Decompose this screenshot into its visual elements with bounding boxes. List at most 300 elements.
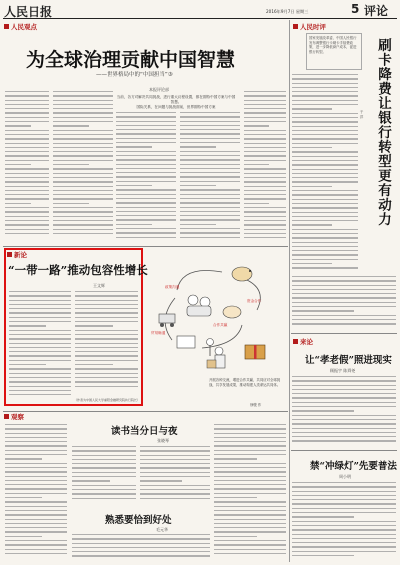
- text-line: [5, 134, 49, 135]
- text-line: [72, 472, 136, 473]
- text-line: [75, 291, 138, 292]
- text-line: [292, 385, 396, 386]
- text-line: [292, 186, 332, 187]
- text-line: [214, 476, 286, 477]
- main-headline: 为全球治理贡献中国智慧: [26, 49, 236, 71]
- text-line: [75, 338, 138, 339]
- text-line: [5, 194, 49, 195]
- text-line: [244, 104, 286, 105]
- text-line: [5, 104, 49, 105]
- text-line: [180, 138, 240, 139]
- text-line: [140, 493, 210, 494]
- text-line: [244, 108, 286, 109]
- text-line: [5, 519, 67, 520]
- text-line: [116, 133, 176, 134]
- text-line: [75, 304, 138, 305]
- text-line: [292, 495, 396, 496]
- text-line: [75, 360, 138, 361]
- text-line: [5, 117, 49, 118]
- text-line: [75, 308, 138, 309]
- text-line: [214, 433, 286, 434]
- text-line: [180, 121, 240, 122]
- text-line: [5, 138, 49, 139]
- text-line: [244, 117, 286, 118]
- bottom-body-col3: [140, 446, 210, 506]
- text-line: [292, 216, 358, 217]
- main-body-col3: [116, 112, 176, 244]
- text-line: [5, 523, 67, 524]
- text-line: [5, 181, 49, 182]
- text-line: [116, 164, 176, 165]
- text-line: [180, 125, 240, 126]
- text-line: [180, 181, 240, 182]
- text-line: [9, 368, 71, 369]
- text-line: [53, 224, 113, 225]
- text-line: [292, 95, 358, 96]
- text-line: [214, 424, 286, 425]
- text-line: [244, 121, 286, 122]
- text-line: [214, 549, 286, 550]
- text-line: [244, 130, 286, 131]
- text-line: [5, 155, 49, 156]
- text-line: [9, 373, 71, 374]
- text-line: [180, 151, 240, 152]
- text-line: [5, 190, 49, 191]
- text-line: [292, 525, 396, 526]
- text-line: [5, 143, 49, 144]
- text-line: [116, 159, 176, 160]
- text-line: [244, 138, 286, 139]
- text-line: [9, 364, 46, 365]
- text-line: [292, 376, 396, 377]
- text-line: [292, 246, 358, 247]
- text-line: [214, 480, 286, 481]
- text-line: [53, 229, 113, 230]
- text-line: [292, 315, 396, 316]
- right-intro-box: 国家发展改革委、中国人民银行发布调整银行卡刷卡手续费政策，进一步降低商户成本，促进银行转型。: [306, 33, 362, 70]
- text-line: [292, 181, 358, 182]
- text-line: [214, 463, 286, 464]
- main-body-col1: [5, 91, 49, 241]
- text-line: [5, 549, 67, 550]
- text-line: [9, 390, 71, 391]
- text-line: [53, 100, 113, 101]
- text-line: [244, 211, 286, 212]
- bottom-headline-1: 读书当分日与夜: [111, 426, 178, 437]
- text-line: [5, 160, 49, 161]
- text-line: [292, 143, 358, 144]
- text-line: [292, 263, 332, 264]
- text-line: [292, 432, 396, 433]
- text-line: [214, 523, 286, 524]
- text-line: [292, 529, 396, 530]
- text-line: [244, 112, 286, 113]
- section-label-right-2: 来论: [293, 337, 313, 346]
- text-line: [292, 173, 358, 174]
- text-line: [292, 254, 358, 255]
- text-line: [292, 402, 396, 403]
- text-line: [75, 347, 138, 348]
- bottom-body-col1: [5, 424, 67, 560]
- text-line: [180, 133, 240, 134]
- text-line: [5, 450, 67, 451]
- text-line: [292, 117, 358, 118]
- page-name: 评论: [364, 4, 389, 18]
- text-line: [116, 176, 176, 177]
- text-line: [116, 219, 176, 220]
- text-line: [5, 480, 67, 481]
- text-line: [292, 108, 332, 109]
- text-line: [214, 514, 286, 515]
- text-line: [244, 91, 286, 92]
- main-body-col2: [53, 91, 113, 241]
- text-line: [53, 164, 89, 165]
- right-byline-3: 周小明: [339, 474, 351, 479]
- text-line: [292, 551, 396, 552]
- text-line: [75, 312, 138, 313]
- text-line: [214, 437, 286, 438]
- text-line: [116, 194, 176, 195]
- text-line: [244, 155, 286, 156]
- text-line: [244, 229, 286, 230]
- text-line: [140, 463, 210, 464]
- text-line: [292, 380, 396, 381]
- text-line: [53, 190, 113, 191]
- text-line: [53, 134, 113, 135]
- text-line: [5, 527, 67, 528]
- text-line: [244, 147, 286, 148]
- text-line: [292, 521, 396, 522]
- masthead-logo: 人民日报: [4, 5, 53, 19]
- text-line: [53, 121, 113, 122]
- text-line: [72, 480, 110, 481]
- text-line: [180, 211, 240, 212]
- text-line: [53, 125, 89, 126]
- text-line: [244, 143, 286, 144]
- text-line: [214, 454, 286, 455]
- text-line: [180, 189, 240, 190]
- text-line: [116, 155, 176, 156]
- cartoon-label-3: 合作共赢: [213, 323, 228, 327]
- text-line: [292, 156, 358, 157]
- text-line: [53, 151, 113, 152]
- text-line: [292, 91, 358, 92]
- text-line: [116, 237, 176, 238]
- text-line: [292, 482, 396, 483]
- text-line: [72, 450, 136, 451]
- text-line: [5, 445, 67, 446]
- text-line: [292, 508, 396, 509]
- text-line: [244, 134, 286, 135]
- text-line: [53, 155, 113, 156]
- text-line: [5, 463, 67, 464]
- text-line: [292, 190, 358, 191]
- text-line: [75, 334, 138, 335]
- boxed-byline: 王文辉: [93, 283, 105, 288]
- text-line: [75, 373, 138, 374]
- section-label-main: 人民观点: [4, 22, 37, 31]
- text-line: [292, 87, 358, 88]
- right-headline: 刷卡降费让银行转型更有动力: [375, 38, 391, 227]
- main-subtitle: ——世界格局中的“中国担当”③: [96, 72, 173, 78]
- text-line: [244, 194, 286, 195]
- text-line: [116, 129, 176, 130]
- text-line: [292, 276, 396, 277]
- text-line: [214, 510, 286, 511]
- text-line: [9, 360, 71, 361]
- text-line: [292, 199, 358, 200]
- text-line: [244, 237, 286, 238]
- section-label-boxed: 新论: [7, 250, 27, 259]
- text-line: [292, 134, 358, 135]
- text-line: [292, 233, 358, 234]
- text-line: [116, 198, 176, 199]
- text-line: [72, 485, 136, 486]
- text-line: [75, 343, 138, 344]
- page-number: 5: [351, 2, 360, 16]
- text-line: [180, 185, 216, 186]
- text-line: [5, 467, 67, 468]
- text-line: [75, 364, 113, 365]
- text-line: [5, 216, 49, 217]
- text-line: [5, 211, 49, 212]
- text-line: [244, 207, 286, 208]
- text-line: [5, 125, 31, 126]
- text-line: [180, 219, 240, 220]
- text-line: [5, 207, 49, 208]
- text-line: [5, 95, 49, 96]
- text-line: [116, 121, 176, 122]
- text-line: [292, 147, 332, 148]
- bottom-body-col4: [214, 424, 286, 560]
- text-line: [292, 203, 358, 204]
- right-rule-1: [291, 333, 397, 334]
- text-line: [244, 164, 269, 165]
- text-line: [75, 321, 138, 322]
- text-line: [72, 534, 210, 535]
- text-line: [5, 147, 49, 148]
- text-line: [244, 100, 286, 101]
- text-line: [214, 506, 286, 507]
- text-line: [244, 220, 286, 221]
- text-line: [5, 428, 67, 429]
- text-line: [180, 232, 240, 233]
- text-line: [5, 203, 31, 204]
- text-line: [72, 555, 210, 556]
- text-line: [53, 112, 113, 113]
- text-line: [292, 419, 396, 420]
- text-line: [5, 173, 49, 174]
- text-line: [53, 173, 113, 174]
- text-line: [292, 224, 332, 225]
- text-line: [292, 194, 358, 195]
- text-line: [292, 512, 396, 513]
- text-line: [180, 159, 240, 160]
- text-line: [116, 185, 152, 186]
- handshake-icon: [223, 306, 241, 318]
- text-line: [214, 458, 257, 459]
- text-line: [214, 441, 286, 442]
- text-line: [244, 224, 286, 225]
- right-headline-3: 禁“冲绿灯”先要普法: [310, 461, 397, 472]
- text-line: [116, 151, 176, 152]
- text-line: [75, 386, 138, 387]
- text-line: [72, 446, 136, 447]
- text-line: [292, 428, 396, 429]
- text-line: [5, 501, 67, 502]
- text-line: [292, 546, 396, 547]
- text-line: [292, 410, 354, 411]
- right-body-1: [292, 74, 358, 274]
- text-line: [292, 151, 358, 152]
- text-line: [292, 74, 358, 75]
- text-line: [292, 415, 396, 416]
- text-line: [53, 108, 113, 109]
- text-line: [292, 397, 396, 398]
- text-line: [214, 493, 286, 494]
- text-line: [292, 389, 396, 390]
- main-lead: 当前，各方对解决共同挑战，进行重大议程设置，都在期待中国方案与中国智慧。 国际关系，在问题与挑战面前，世界期待中国方案: [116, 95, 236, 109]
- text-line: [180, 146, 216, 147]
- text-line: [140, 459, 210, 460]
- right-byline-2: 顾振宇 陈舜尧: [330, 368, 356, 373]
- text-line: [214, 467, 286, 468]
- text-line: [244, 151, 286, 152]
- text-line: [292, 534, 396, 535]
- text-line: [53, 207, 113, 208]
- text-line: [72, 455, 136, 456]
- text-line: [292, 126, 358, 127]
- text-line: [53, 181, 113, 182]
- text-line: [72, 493, 136, 494]
- text-line: [116, 181, 176, 182]
- boxed-body-col2: [75, 291, 138, 393]
- cartoon-illustration: [147, 250, 287, 375]
- text-line: [292, 138, 358, 139]
- text-line: [292, 289, 396, 290]
- text-line: [5, 471, 67, 472]
- text-line: [5, 229, 49, 230]
- text-line: [53, 203, 89, 204]
- person-sign-icon: [177, 336, 214, 356]
- text-line: [5, 130, 49, 131]
- text-line: [292, 164, 358, 165]
- text-line: [292, 285, 396, 286]
- text-line: [292, 491, 396, 492]
- text-line: [75, 377, 138, 378]
- text-line: [292, 113, 358, 114]
- text-line: [53, 147, 113, 148]
- text-line: [180, 224, 216, 225]
- text-line: [292, 237, 358, 238]
- text-line: [292, 212, 358, 213]
- text-line: [244, 160, 286, 161]
- text-line: [180, 155, 240, 156]
- text-line: [292, 542, 396, 543]
- text-line: [292, 440, 396, 441]
- text-line: [75, 355, 138, 356]
- text-line: [180, 194, 240, 195]
- text-line: [9, 317, 71, 318]
- text-line: [214, 484, 286, 485]
- text-line: [292, 83, 358, 84]
- text-line: [5, 506, 67, 507]
- text-line: [292, 306, 396, 307]
- text-line: [180, 168, 240, 169]
- text-line: [180, 112, 240, 113]
- text-line: [75, 325, 113, 326]
- text-line: [244, 95, 286, 96]
- text-line: [180, 129, 240, 130]
- text-line: [116, 142, 176, 143]
- text-line: [214, 540, 286, 541]
- text-line: [5, 186, 49, 187]
- main-bottom-rule: [3, 246, 288, 247]
- text-line: [53, 177, 113, 178]
- text-line: [5, 553, 67, 554]
- text-line: [9, 347, 71, 348]
- text-line: [9, 394, 71, 395]
- text-line: [180, 176, 240, 177]
- text-line: [9, 377, 71, 378]
- boxed-footnote: （作者为中国人民大学重阳金融研究院执行院长）: [74, 398, 141, 402]
- text-line: [140, 467, 210, 468]
- text-line: [214, 527, 286, 528]
- people-icon: [187, 295, 211, 316]
- text-line: [5, 540, 67, 541]
- text-line: [116, 172, 176, 173]
- cartoon-caption: 开展各种交流，增进合作共赢，共同应对全球挑战，共享发展成果，推动构建人类命运共同体。: [209, 378, 281, 387]
- text-line: [72, 463, 136, 464]
- text-line: [72, 498, 136, 499]
- text-line: [214, 531, 286, 532]
- text-line: [292, 503, 396, 504]
- section-label-right: 人民时评: [293, 22, 326, 31]
- text-line: [140, 480, 182, 481]
- text-line: [292, 169, 358, 170]
- text-line: [53, 220, 113, 221]
- text-line: [5, 224, 49, 225]
- text-line: [292, 423, 396, 424]
- text-line: [9, 312, 71, 313]
- text-line: [140, 450, 210, 451]
- text-line: [5, 108, 49, 109]
- text-line: [292, 310, 354, 311]
- text-line: [244, 216, 286, 217]
- text-line: [5, 91, 49, 92]
- main-body-col5: [244, 91, 286, 244]
- text-line: [180, 237, 240, 238]
- text-line: [116, 215, 176, 216]
- text-line: [9, 304, 71, 305]
- text-line: [292, 242, 358, 243]
- text-line: [72, 476, 136, 477]
- text-line: [214, 450, 286, 451]
- text-line: [292, 293, 396, 294]
- text-line: [9, 355, 71, 356]
- text-line: [5, 514, 67, 515]
- cartoon-author: 徐骏 作: [250, 403, 262, 407]
- text-line: [292, 297, 396, 298]
- text-line: [292, 130, 358, 131]
- text-line: [5, 536, 42, 537]
- text-line: [5, 497, 42, 498]
- text-line: [292, 121, 358, 122]
- text-line: [5, 168, 49, 169]
- right-body-4: [292, 482, 396, 560]
- text-line: [214, 544, 286, 545]
- text-line: [180, 172, 240, 173]
